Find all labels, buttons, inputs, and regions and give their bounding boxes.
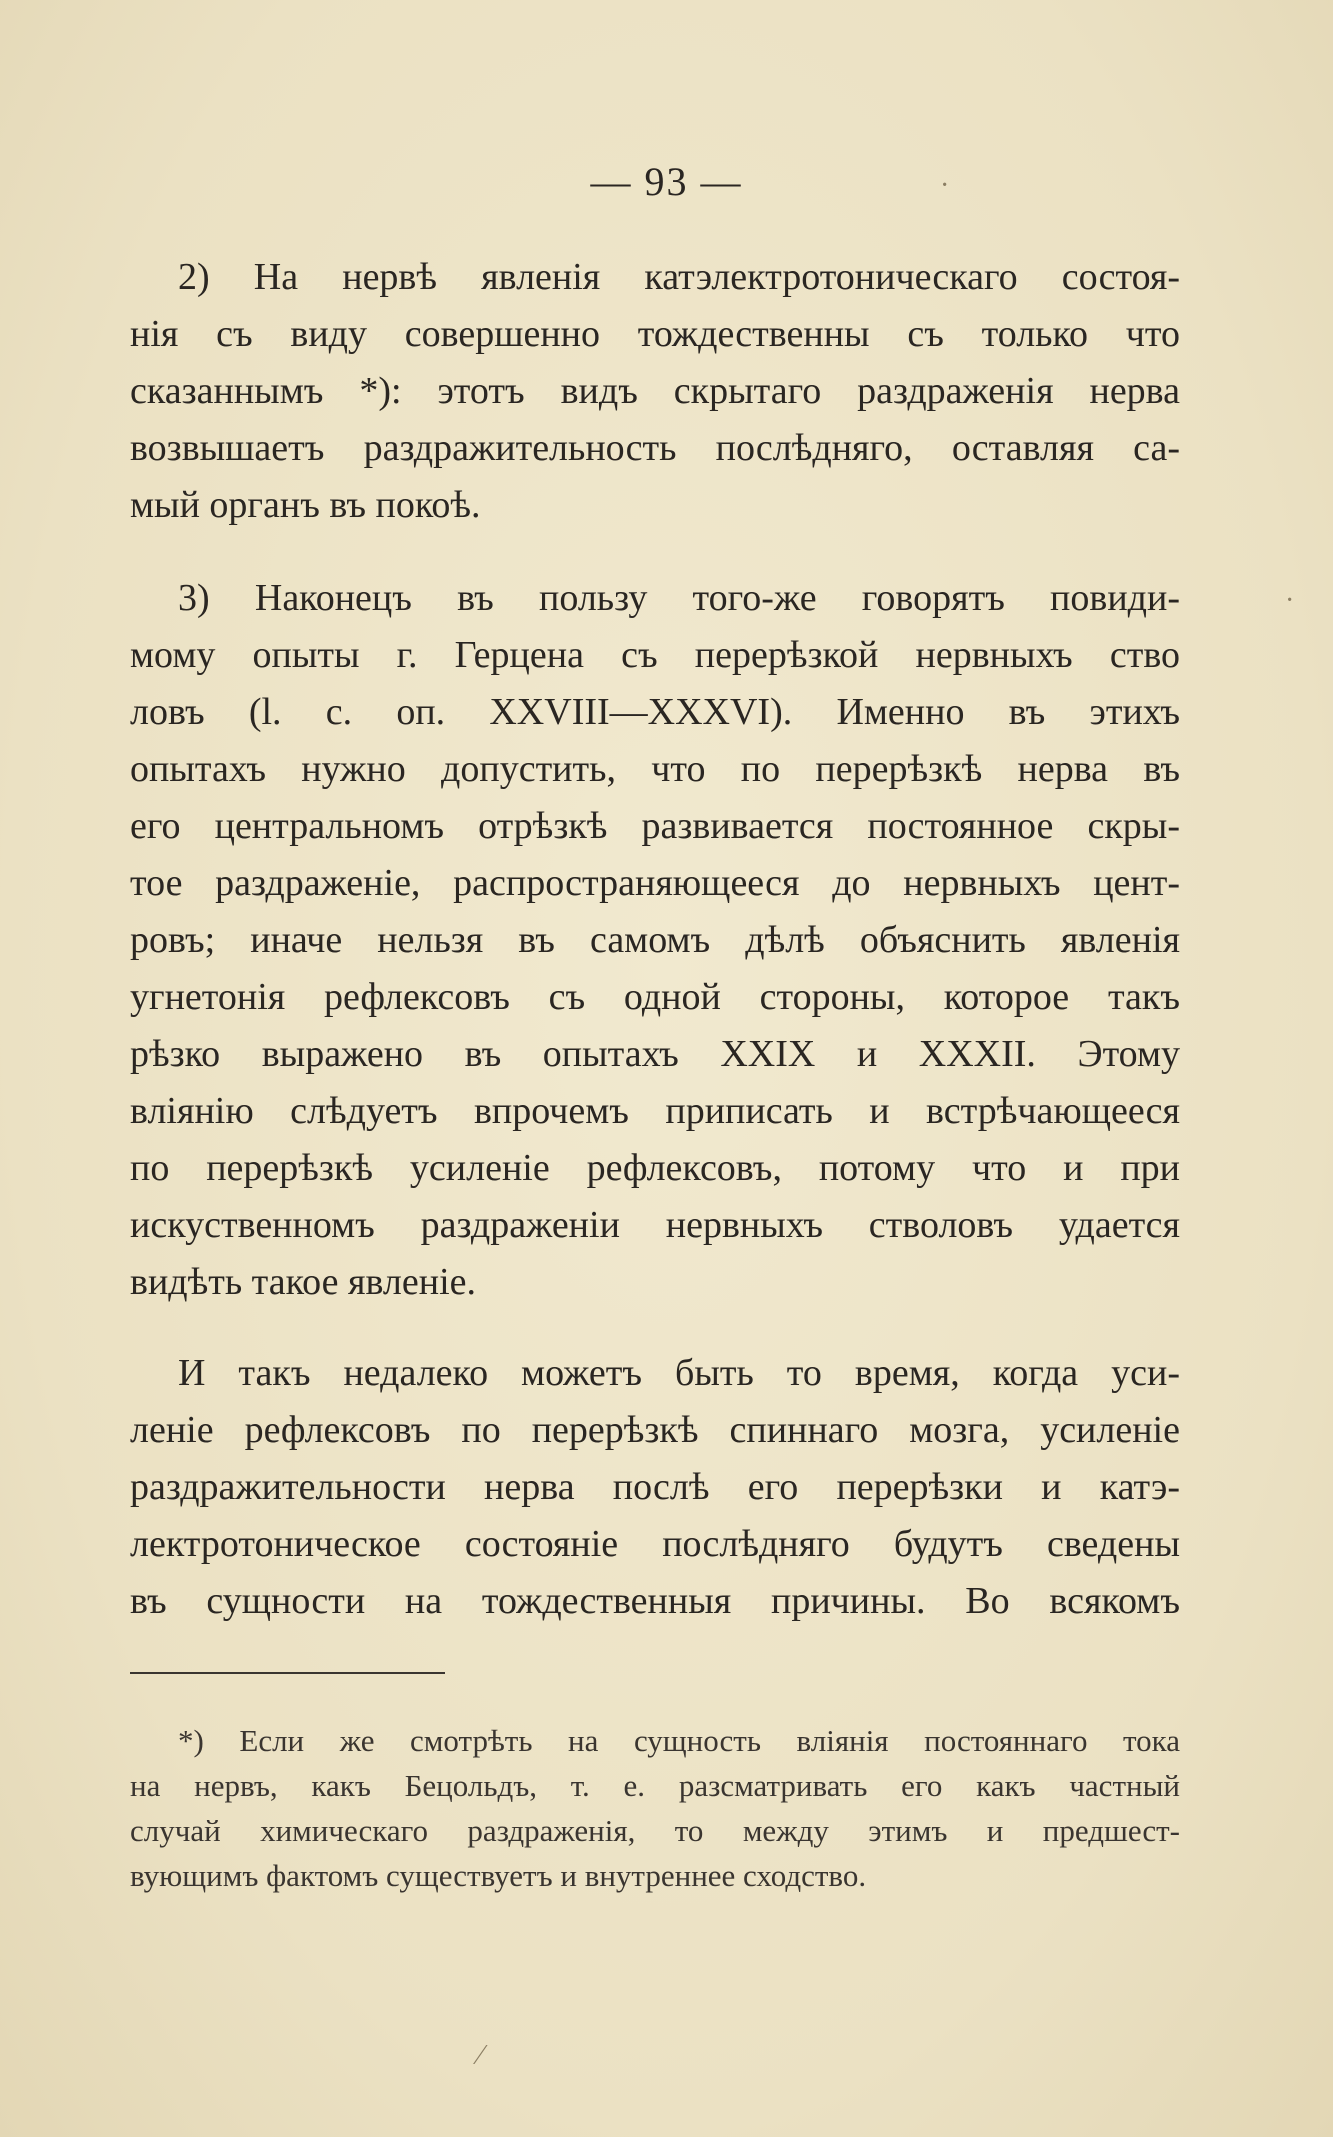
footnote-divider [130,1672,445,1674]
text-line: ровъ; иначе нельзя въ самомъ дѣлѣ объяснить явленія [130,919,1180,961]
text-line: угнетонія рефлексовъ съ одной стороны, которое такъ [130,976,1180,1018]
footnote-line: вующимъ фактомъ существуетъ и внутреннее сходство. [130,1858,867,1893]
text-line: сказаннымъ *): этотъ видъ скрытаго раздраженія нерва [130,370,1180,412]
text-line: мому опыты г. Герцена съ перерѣзкой нервныхъ ство [130,634,1180,676]
text-line: видѣть такое явленіе. [130,1261,476,1303]
text-line: леніе рефлексовъ по перерѣзкѣ спиннаго мозга, усиленіе [130,1409,1180,1451]
footnote-line: случай химическаго раздраженія, то между этимъ и предшест- [130,1813,1180,1848]
text-line: нія съ виду совершенно тождественны съ только что [130,313,1180,355]
text-line: раздражительности нерва послѣ его перерѣзки и катэ- [130,1466,1180,1508]
text-line: тое раздраженіе, распространяющееся до нервныхъ цент- [130,862,1180,904]
text-line: возвышаетъ раздражительность послѣдняго, оставляя са- [130,427,1180,469]
text-line: рѣзко выражено въ опытахъ XXIX и XXXII. Этому [130,1033,1180,1075]
text-line: вліянію слѣдуетъ впрочемъ приписать и встрѣчающееся [130,1090,1180,1132]
text-line: 2) На нервѣ явленія катэлектротоническаго состоя- [178,256,1180,298]
footnote-line: на нервъ, какъ Бецольдъ, т. е. разсматривать его какъ частный [130,1768,1180,1803]
footnote [130,1718,1180,1898]
text-line: искуственномъ раздраженіи нервныхъ стволовъ удается [130,1204,1180,1246]
text-line: его центральномъ отрѣзкѣ развивается постоянное скры- [130,805,1180,847]
text-line: мый органъ въ покоѣ. [130,484,481,526]
paragraph-3 [130,1345,1180,1630]
ink-speck: · [940,170,950,201]
text-line: И такъ недалеко можетъ быть то время, когда уси- [178,1352,1180,1394]
ink-speck: ⁄ [478,2040,483,2071]
paragraph-1 [130,249,1180,534]
ink-speck: · [1285,585,1295,616]
text-line: опытахъ нужно допустить, что по перерѣзкѣ нерва въ [130,748,1180,790]
text-line: ловъ (l. c. оп. XXVIII—XXXVI). Именно въ этихъ [130,691,1180,733]
text-line: лектротоническое состояніе послѣдняго будутъ сведены [130,1523,1180,1565]
paragraph-2 [130,570,1180,1311]
text-line: по перерѣзкѣ усиленіе рефлексовъ, потому что и при [130,1147,1180,1189]
text-line: въ сущности на тождественныя причины. Во всякомъ [130,1580,1180,1622]
page-number: — 93 — [590,159,743,204]
text-line: 3) Наконецъ въ пользу того-же говорятъ повиди- [178,577,1180,619]
footnote-line: *) Если же смотрѣть на сущность вліянія постояннаго тока [178,1723,1180,1758]
